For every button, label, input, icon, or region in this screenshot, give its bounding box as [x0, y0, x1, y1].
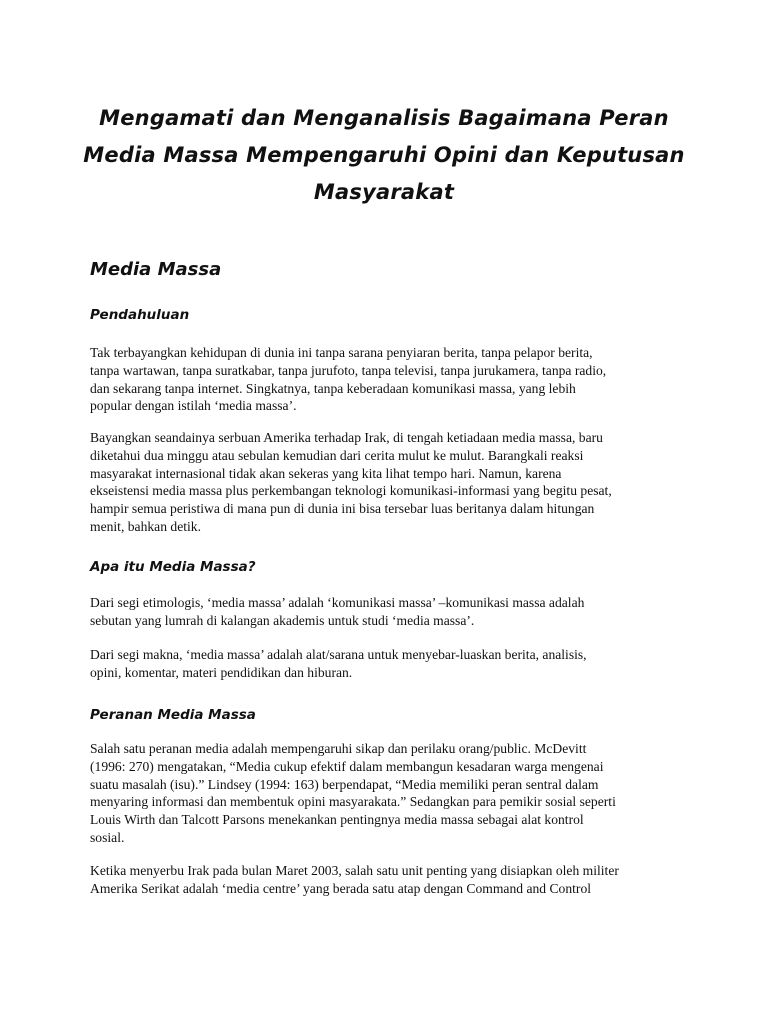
paragraph-3 [90, 594, 690, 630]
title-line: Masyarakat [313, 180, 455, 204]
paragraph-6 [90, 862, 690, 898]
text-line: suatu masalah (isu).” Lindsey (1994: 163) berpendapat, “Media memiliki peran sentral dalam [90, 776, 599, 792]
text-line: Bayangkan seandainya serbuan Amerika terhadap Irak, di tengah ketiadaan media massa, baru [90, 430, 603, 445]
text-line: tanpa wartawan, tanpa suratkabar, tanpa jurufoto, tanpa televisi, tanpa jurukamera, tanpa radio, [90, 362, 607, 378]
text-line: sebutan yang lumrah di kalangan akademis untuk studi ‘media massa’. [90, 612, 475, 628]
subheading-apa-itu-media-massa: Apa itu Media Massa? [90, 559, 256, 575]
text-line: opini, komentar, materi pendidikan dan hiburan. [90, 664, 353, 680]
text-line: Salah satu peranan media adalah mempengaruhi sikap dan perilaku orang/public. McDevitt [90, 741, 587, 756]
title-line: Mengamati dan Menganalisis Bagaimana Peran [99, 106, 669, 130]
text-line: dan sekarang tanpa internet. Singkatnya, tanpa keberadaan komunikasi massa, yang lebih [90, 380, 576, 396]
text-line: Dari segi etimologis, ‘media massa’ adalah ‘komunikasi massa’ –komunikasi massa adalah [90, 595, 585, 610]
section-heading-media-massa: Media Massa [90, 259, 222, 280]
text-line: menyaring informasi dan membentuk opini masyarakata.” Sedangkan para pemikir sosial seperti [90, 794, 616, 810]
paragraph-5 [90, 740, 690, 847]
text-line: (1996: 270) mengatakan, “Media cukup efektif dalam membangun kesadaran warga mengenai [90, 758, 604, 774]
text-line: Amerika Serikat adalah ‘media centre’ yang berada satu atap dengan Command and Control [90, 880, 592, 896]
text-line: ekseistensi media massa plus perkembangan teknologi komunikasi-informasi yang begitu pesat, [90, 483, 612, 499]
text-line: hampir semua peristiwa di mana pun di dunia ini bisa tersebar luas beritanya dalam hitungan [90, 501, 595, 517]
paragraph-1 [90, 344, 690, 415]
document-title [70, 100, 698, 211]
title-line: Media Massa Mempengaruhi Opini dan Keputusan [83, 143, 685, 167]
paragraph-2 [90, 429, 690, 536]
text-line: diketahui dua minggu atau sebulan kemudian dari cerita mulut ke mulut. Barangkali reaksi [90, 447, 584, 463]
paragraph-4 [90, 646, 690, 682]
subheading-pendahuluan: Pendahuluan [90, 307, 190, 323]
text-line: menit, bahkan detik. [90, 518, 201, 534]
text-line: Dari segi makna, ‘media massa’ adalah alat/sarana untuk menyebar-luaskan berita, analisis, [90, 647, 587, 662]
text-line: Ketika menyerbu Irak pada bulan Maret 2003, salah satu unit penting yang disiapkan oleh militer [90, 863, 619, 878]
text-line: masyarakat internasional tidak akan sekeras yang kita lihat tempo hari. Namun, karena [90, 465, 562, 481]
text-line: Tak terbayangkan kehidupan di dunia ini tanpa sarana penyiaran berita, tanpa pelapor berita, [90, 345, 593, 360]
text-line: sosial. [90, 829, 125, 845]
text-line: popular dengan istilah ‘media massa’. [90, 398, 297, 414]
subheading-peranan-media-massa: Peranan Media Massa [90, 707, 256, 723]
text-line: Louis Wirth dan Talcott Parsons menekankan pentingnya media massa sebagai alat kontrol [90, 812, 584, 828]
